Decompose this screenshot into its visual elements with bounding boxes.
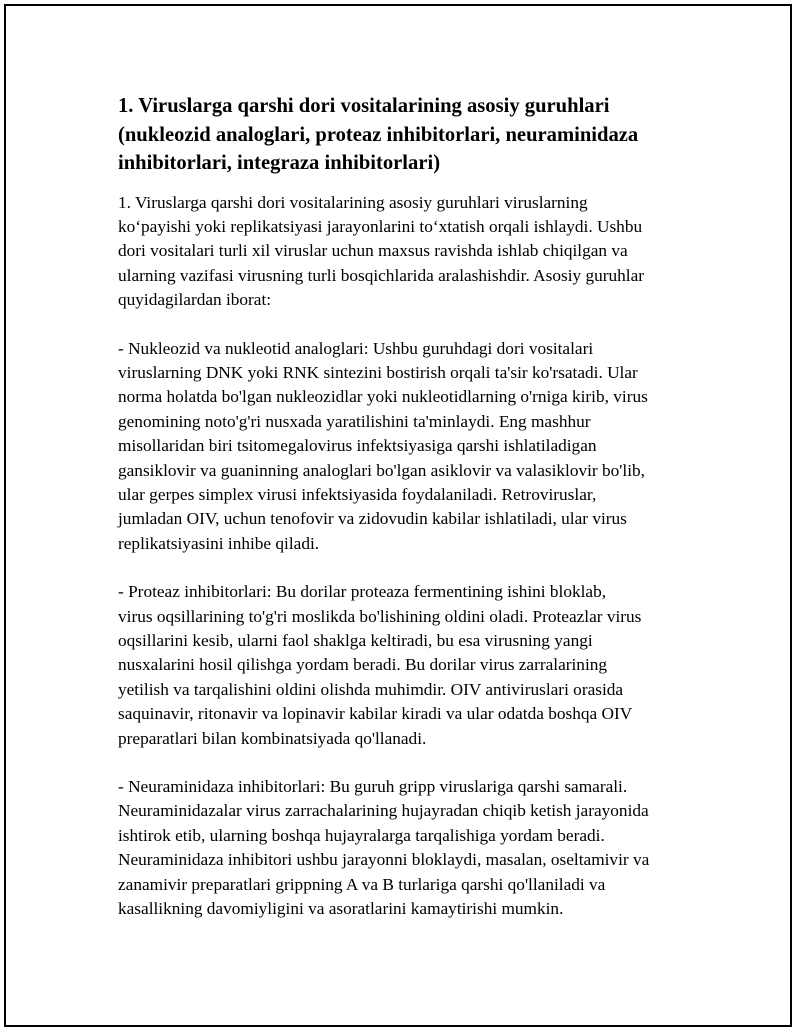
protease-inhibitors-paragraph: - Proteaz inhibitorlari: Bu dorilar proteaza fermentining ishini bloklab, virus oqsillarining to'g'ri moslikda bo'lishining oldini oladi. Proteazlar virus oqsillarini kesib, ularni faol shaklga keltiradi, bu esa virusning yangi nusxalarini hosil qilishga yordam beradi. Bu dorilar virus zarralarining yetilish va tarqalishini oldini olishda muhimdir. OIV antiviruslari orasida saquinavir, ritonavir va lopinavir kabilar kiradi va ular odatda boshqa OIV preparatlari bilan kombinatsiyada qo'llanadi.: [118, 582, 642, 748]
nucleoside-analogs-paragraph: - Nukleozid va nukleotid analoglari: Ushbu guruhdagi dori vositalari viruslarning DNK yoki RNK sintezini bostirish orqali ta'sir ko'rsatadi. Ular norma holatda bo'lgan nukleozidlar yoki nukleotidlarning o'rniga kirib, virus genomining noto'g'ri nusxada yaratilishini ta'minlaydi. Eng mashhur misollaridan biri tsitomegalovirus infektsiyasiga qarshi ishlatiladigan gansiklovir va guaninning analoglari bo'lgan asiklovir va valasiklovir bo'lib, ular gerpes simplex virusi infektsiyasida foydalaniladi. Retroviruslar, jumladan OIV, uchun tenofovir va zidovudin kabilar ishlatiladi, ular virus replikatsiyasini inhibe qiladi.: [118, 338, 648, 553]
document-body: [118, 92, 688, 945]
neuraminidase-inhibitors-paragraph: - Neuraminidaza inhibitorlari: Bu guruh gripp viruslariga qarshi samarali. Neuraminidazalar virus zarrachalarining hujayradan chiqib ketish jarayonida ishtirok etib, ularning boshqa hujayralarga tarqalishiga yordam beradi. Neuraminidaza inhibitori ushbu jarayonni bloklaydi, masalan, oseltamivir va zanamivir preparatlari grippning A va B turlariga qarshi qo'llaniladi va kasallikning davomiyligini va asoratlarini kamaytirishi mumkin.: [118, 777, 650, 919]
intro-paragraph: 1. Viruslarga qarshi dori vositalarining asosiy guruhlari viruslarning ko‘payishi yoki replikatsiyasi jarayonlarini to‘xtatish orqali ishlaydi. Ushbu dori vositalari turli xil viruslar uchun maxsus ravishda ishlab chiqilgan va ularning vazifasi virusning turli bosqichlarida aralashishdir. Asosiy guruhlar quyidagilardan iborat:: [118, 192, 645, 310]
document-heading: 1. Viruslarga qarshi dori vositalarining asosiy guruhlari (nukleozid analoglari, proteaz inhibitorlari, neuraminidaza inhibitorlari, integraza inhibitorlari): [118, 95, 639, 174]
